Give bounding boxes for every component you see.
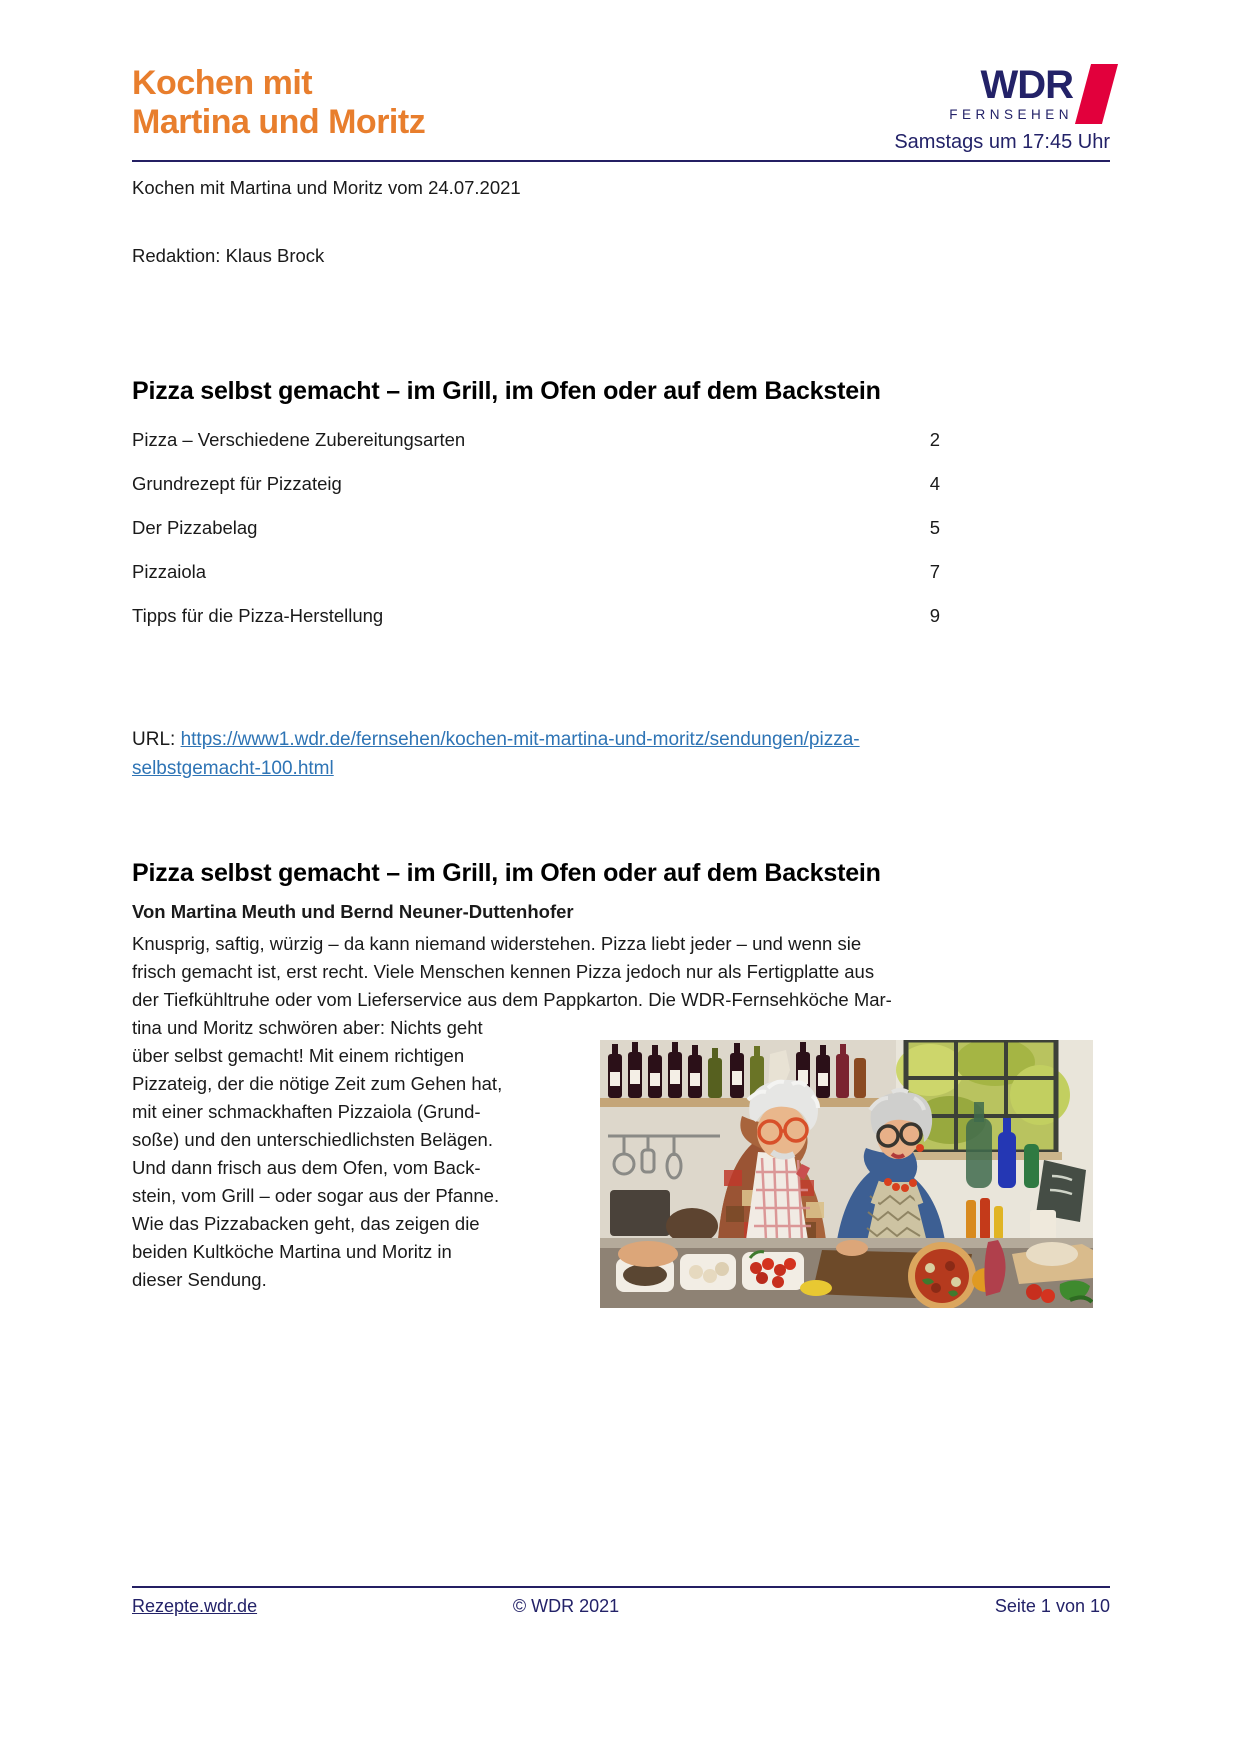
kitchen-counter xyxy=(600,1238,1093,1308)
show-logo-line1: Kochen mit xyxy=(132,64,313,102)
man-hand xyxy=(618,1241,678,1267)
footer-divider xyxy=(132,1586,1110,1588)
show-logo-line2: Martina und Moritz xyxy=(132,103,426,141)
body-line: tina und Moritz schwören aber: Nichts geht xyxy=(132,1017,483,1038)
toc-entry-label: Pizzaiola xyxy=(132,561,207,582)
show-logo xyxy=(132,64,425,142)
header-divider xyxy=(132,160,1110,162)
body-line: frisch gemacht ist, erst recht. Viele Menschen kennen Pizza jedoch nur als Fertigplatte aus xyxy=(132,961,875,982)
footer-copyright: © WDR 2021 xyxy=(512,1596,620,1616)
article-title: Pizza selbst gemacht – im Grill, im Ofen oder auf dem Backstein xyxy=(132,859,881,887)
url-prefix: URL: xyxy=(132,729,181,750)
wdr-wordmark: WDR xyxy=(980,63,1073,107)
toc-entry-page: 5 xyxy=(929,517,940,538)
body-line: Und dann frisch aus dem Ofen, vom Back- xyxy=(132,1157,481,1178)
body-line: Wie das Pizzabacken geht, das zeigen die xyxy=(132,1213,480,1234)
footer-rezepte-link[interactable]: Rezepte.wdr.de xyxy=(132,1596,258,1616)
toc-entry-page: 2 xyxy=(929,429,940,450)
toc-entry-page: 7 xyxy=(929,561,940,582)
table-of-contents xyxy=(132,427,940,629)
article-body xyxy=(132,930,1110,1308)
toc-entry xyxy=(132,427,940,453)
woman-hand xyxy=(836,1240,868,1256)
cutting-boards xyxy=(610,1190,670,1236)
body-line: dieser Sendung. xyxy=(132,1269,267,1290)
page-footer xyxy=(132,1586,1110,1617)
footer-page-number: Seite 1 von 10 xyxy=(994,1596,1110,1616)
body-line: stein, vom Grill – oder sogar aus der Pfanne. xyxy=(132,1185,500,1206)
source-url-link[interactable]: https://www1.wdr.de/fernsehen/kochen-mit-martina-und-moritz/sendungen/pizza- selbstgemacht-100.html xyxy=(132,729,860,779)
article-body-column xyxy=(132,1014,594,1294)
body-line: mit einer schmackhaften Pizzaiola (Grund- xyxy=(132,1101,481,1122)
editor-line: Redaktion: Klaus Brock xyxy=(132,245,325,266)
body-line: Pizzateig, der die nötige Zeit zum Gehen hat, xyxy=(132,1073,503,1094)
toc-entry xyxy=(132,471,940,497)
toc-entry-page: 4 xyxy=(929,473,940,494)
pizza xyxy=(908,1242,976,1308)
toc-entry-label: Der Pizzabelag xyxy=(132,517,258,538)
toc-entry-label: Tipps für die Pizza-Herstellung xyxy=(132,605,384,626)
wdr-channel-label: FERNSEHEN xyxy=(949,107,1073,122)
article-byline: Von Martina Meuth und Bernd Neuner-Duttenhofer xyxy=(132,901,574,922)
wdr-logo-block xyxy=(894,64,1110,154)
toc-title: Pizza selbst gemacht – im Grill, im Ofen oder auf dem Backstein xyxy=(132,377,881,405)
woman-earring xyxy=(916,1144,924,1152)
body-line: soße) und den unterschiedlichsten Belägen. xyxy=(132,1129,493,1150)
toc-entry xyxy=(132,559,940,585)
episode-date-line: Kochen mit Martina und Moritz vom 24.07.2021 xyxy=(132,177,521,198)
toc-entry xyxy=(132,603,940,629)
toc-entry xyxy=(132,515,940,541)
source-url-block xyxy=(132,725,1092,783)
body-line: der Tiefkühltruhe oder vom Lieferservice aus dem Pappkarton. Die WDR-Fernsehköche Mar- xyxy=(132,989,892,1010)
body-line: beiden Kultköche Martina und Moritz in xyxy=(132,1241,452,1262)
page-header xyxy=(132,64,1110,154)
body-line: Knusprig, saftig, würzig – da kann niemand widerstehen. Pizza liebt jeder – und wenn sie xyxy=(132,933,862,954)
toc-entry-page: 9 xyxy=(929,605,940,626)
toc-entry-label: Pizza – Verschiedene Zubereitungsarten xyxy=(132,429,466,450)
martina-und-moritz-kitchen-photo xyxy=(600,1040,1093,1308)
broadcast-schedule: Samstags um 17:45 Uhr xyxy=(894,131,1110,153)
wdr-red-slash-icon xyxy=(1075,64,1118,124)
body-line: über selbst gemacht! Mit einem richtigen xyxy=(132,1045,465,1066)
kitchen-photo-illustration xyxy=(600,1040,1093,1308)
toc-entry-label: Grundrezept für Pizzateig xyxy=(132,473,342,494)
